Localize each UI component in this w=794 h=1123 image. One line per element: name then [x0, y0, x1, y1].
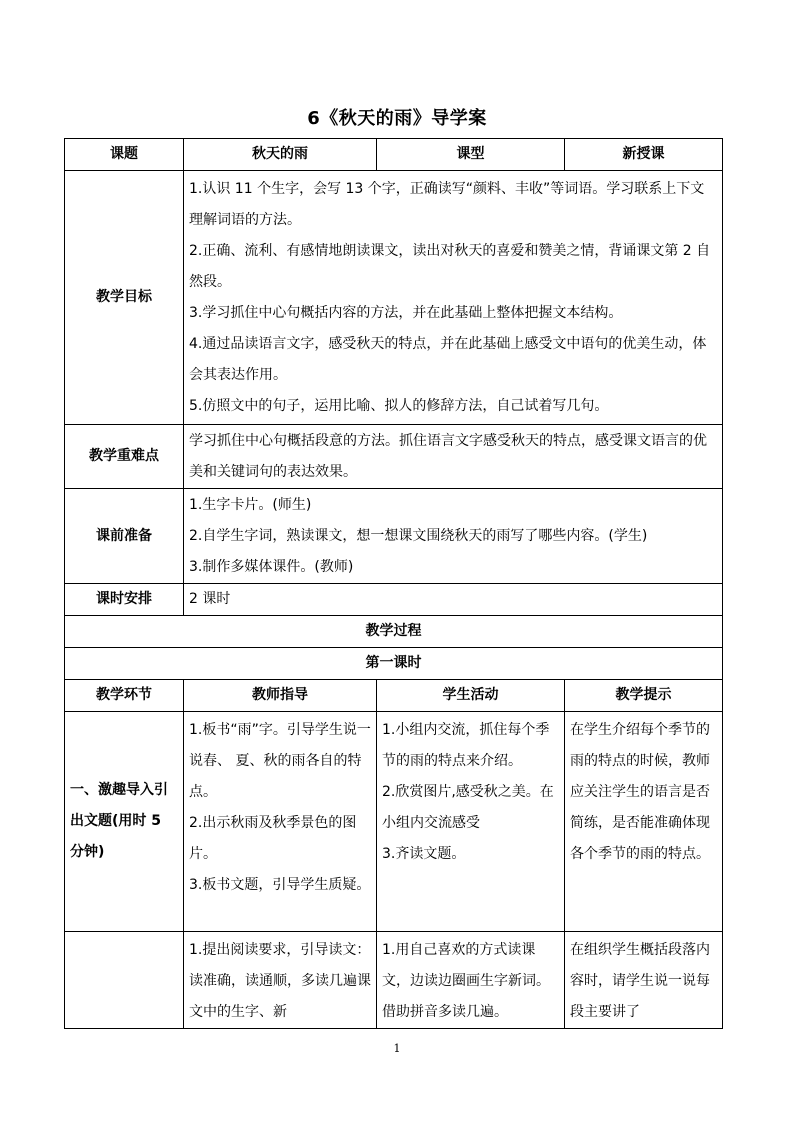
goals-content [184, 171, 723, 425]
tip-cell: 在学生介绍每个季节的雨的特点的时候，教师应关注学生的语言是否简练，是否能准确体现各个季节的雨的特点。 [565, 712, 723, 932]
column-header-stage: 教学环节 [65, 680, 184, 712]
student-step: 1.小组内交流，抓住每个季节的雨的特点来介绍。 [382, 722, 550, 769]
period-title: 第一课时 [65, 648, 723, 680]
process-title-row [65, 616, 723, 648]
goal-item: 2.正确、流利、有感情地朗读课文，读出对秋天的喜爱和赞美之情，背诵课文第 2 自然段。 [189, 242, 711, 290]
student-step: 2.欣赏图片,感受秋之美。在小组内交流感受 [382, 784, 554, 831]
schedule-value: 2 课时 [184, 584, 723, 616]
key-points-label: 教学重难点 [65, 425, 184, 489]
column-header-row [65, 680, 723, 712]
type-label: 课型 [377, 139, 565, 171]
stage-cell [65, 932, 184, 1029]
schedule-row [65, 584, 723, 616]
lesson-plan-table [64, 138, 723, 1029]
stage-cell: 一、激趣导入引出文题(用时 5 分钟) [65, 712, 184, 932]
student-cell [377, 932, 565, 1029]
goal-item: 4.通过品读语言文字，感受秋天的特点，并在此基础上感受文中语句的优美生动，体会其表达作用。 [189, 335, 707, 383]
process-title: 教学过程 [65, 616, 723, 648]
column-header-tip: 教学提示 [565, 680, 723, 712]
teacher-step: 1.提出阅读要求，引导读文：读准确，读通顺，多读几遍课文中的生字、新 [189, 942, 371, 1020]
goal-item: 1.认识 11 个生字，会写 13 个字，正确读写“颜料、丰收”等词语。学习联系上下文理解词语的方法。 [189, 180, 705, 228]
tip-cell: 在组织学生概括段落内容时，请学生说一说每段主要讲了 [565, 932, 723, 1029]
period-title-row [65, 648, 723, 680]
table-row [65, 712, 723, 932]
page-number: 1 [393, 1042, 401, 1055]
table-row [65, 932, 723, 1029]
teacher-step: 2.出示秋雨及秋季景色的图片。 [189, 815, 357, 862]
key-points-text: 学习抓住中心句概括段意的方法。抓住语言文字感受秋天的特点，感受课文语言的优美和关键词句的表达效果。 [184, 425, 723, 489]
goal-item: 5.仿照文中的句子，运用比喻、拟人的修辞方法，自己试着写几句。 [189, 397, 609, 414]
preparation-item: 1.生字卡片。(师生) [189, 496, 312, 513]
goals-row [65, 171, 723, 425]
student-step: 1.用自己喜欢的方式读课文，边读边圈画生字新词。借助拼音多读几遍。 [382, 942, 550, 1020]
key-points-row [65, 425, 723, 489]
preparation-content [184, 489, 723, 584]
column-header-teacher: 教师指导 [184, 680, 377, 712]
goals-label: 教学目标 [65, 171, 184, 425]
teacher-step: 1.板书“雨”字。引导学生说一说春、 夏、秋的雨各自的特点。 [189, 722, 371, 800]
preparation-item: 3.制作多媒体课件。(教师) [189, 558, 354, 575]
schedule-label: 课时安排 [65, 584, 184, 616]
type-value: 新授课 [565, 139, 723, 171]
preparation-row [65, 489, 723, 584]
topic-label: 课题 [65, 139, 184, 171]
page-title: 6《秋天的雨》导学案 [307, 108, 487, 129]
student-step: 3.齐读文题。 [382, 846, 466, 862]
teacher-step: 3.板书文题，引导学生质疑。 [189, 877, 371, 893]
preparation-item: 2.自学生字词，熟读课文，想一想课文围绕秋天的雨写了哪些内容。(学生) [189, 527, 648, 544]
topic-value: 秋天的雨 [184, 139, 377, 171]
student-cell [377, 712, 565, 932]
column-header-student: 学生活动 [377, 680, 565, 712]
preparation-label: 课前准备 [65, 489, 184, 584]
topic-row [65, 139, 723, 171]
teacher-cell [184, 932, 377, 1029]
teacher-cell [184, 712, 377, 932]
goal-item: 3.学习抓住中心句概括内容的方法，并在此基础上整体把握文本结构。 [189, 304, 623, 321]
